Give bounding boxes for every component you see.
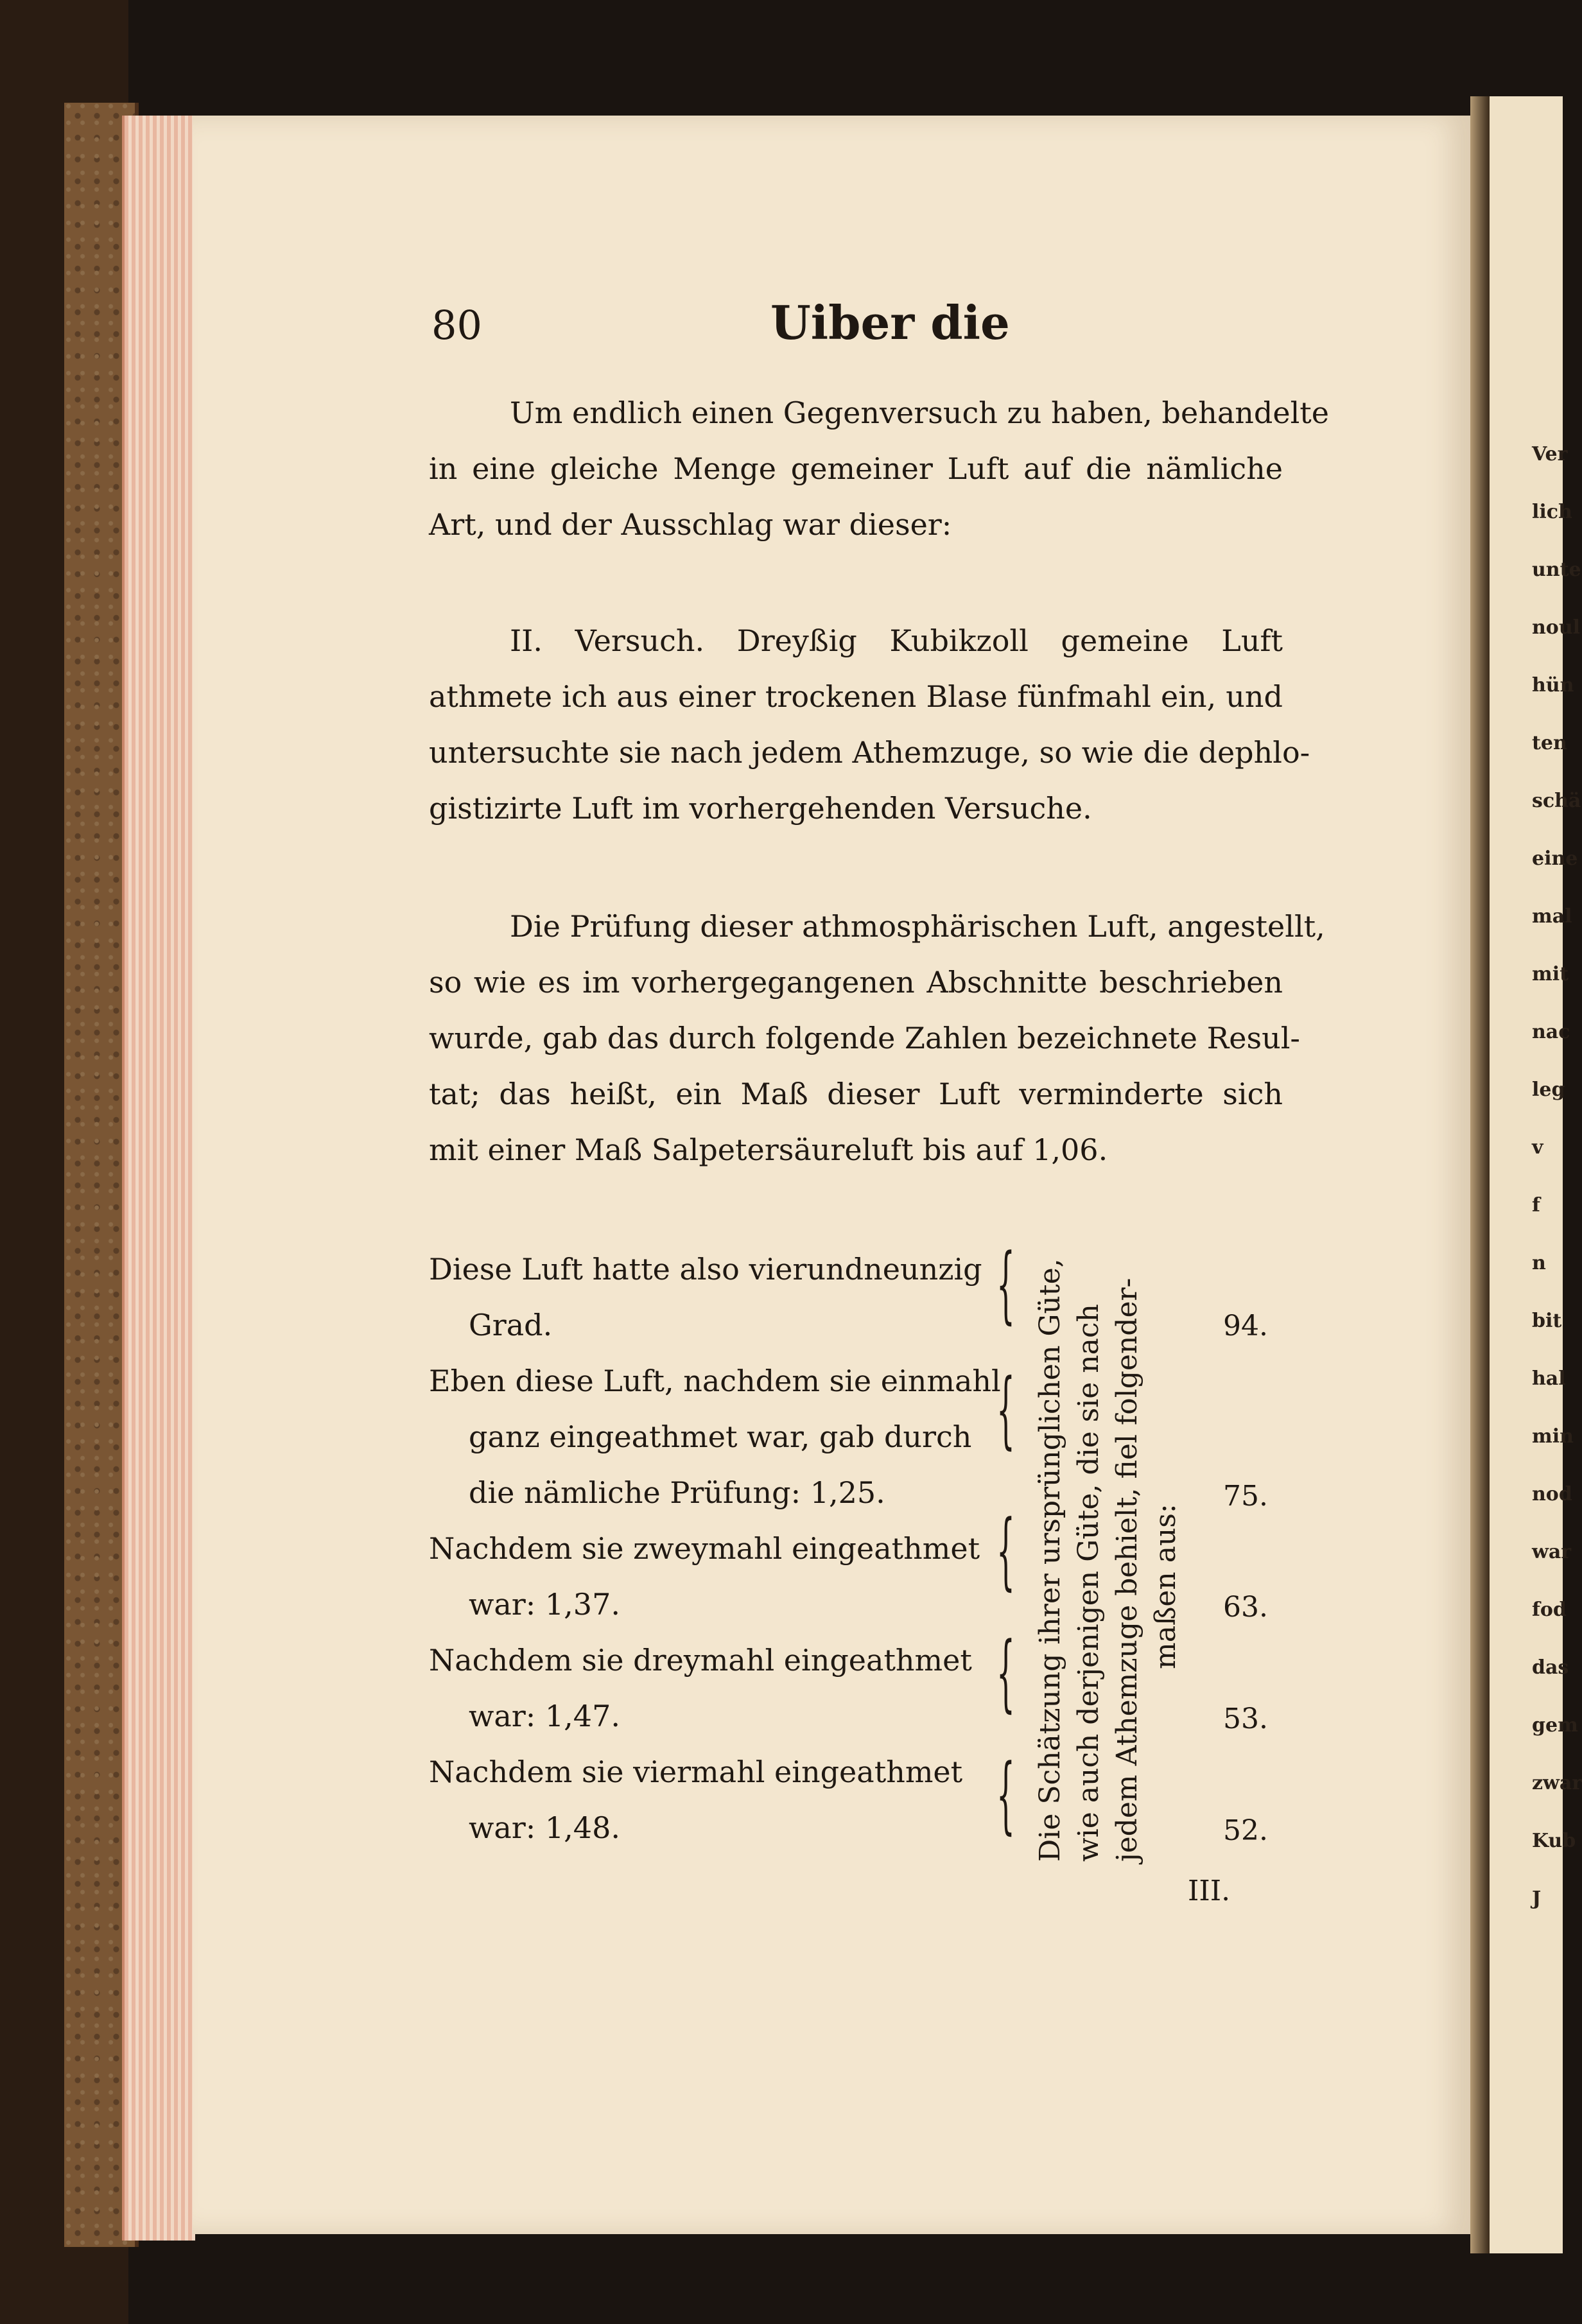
facing-fragment: Kub (1532, 1830, 1576, 1852)
table-row-text: die nämliche Prüfung: 1,25. (469, 1475, 885, 1510)
table-row-text: Eben diese Luft, nachdem sie einmahl (429, 1364, 1001, 1398)
curly-brace: { (996, 1624, 1015, 1721)
facing-fragment: das (1532, 1656, 1569, 1679)
facing-fragment: J (1532, 1887, 1542, 1910)
facing-fragment: hal (1532, 1367, 1566, 1390)
facing-fragment: noul (1532, 616, 1581, 639)
text-line: Art, und der Ausschlag war dieser: (429, 507, 952, 542)
table-row-text: ganz eingeathmet war, gab durch (469, 1419, 972, 1454)
page-number: 80 (431, 302, 482, 349)
table-value: 53. (1223, 1703, 1268, 1735)
facing-fragment: hün (1532, 674, 1574, 697)
curly-brace: { (996, 1235, 1015, 1333)
facing-fragment: nod (1532, 1483, 1572, 1505)
facing-fragment: n (1532, 1252, 1546, 1274)
text-line: II. Versuch. Dreyßig Kubikzoll gemeine Luft (510, 623, 1283, 658)
facing-fragment: gem (1532, 1714, 1578, 1737)
facing-fragment: f (1532, 1194, 1540, 1217)
facing-fragment: fod (1532, 1599, 1567, 1621)
table-row-text: war: 1,48. (469, 1810, 620, 1845)
text-line: gistizirte Luft im vorhergehenden Versuche. (429, 791, 1092, 826)
facing-fragment: war (1532, 1541, 1572, 1563)
table-row-text: Grad. (469, 1308, 553, 1342)
text-line: in eine gleiche Menge gemeiner Luft auf die nämliche (429, 451, 1283, 486)
vertical-caption-line: jedem Athemzuge behielt, fiel folgender- (1111, 1278, 1143, 1862)
facing-fragment: mal (1532, 905, 1572, 928)
facing-fragment: eine (1532, 847, 1578, 870)
running-head: Uiber die (770, 295, 1010, 350)
facing-fragment: lich (1532, 501, 1572, 523)
table-row-text: war: 1,47. (469, 1699, 620, 1733)
catchword: III. (1188, 1875, 1231, 1907)
text-line: tat; das heißt, ein Maß dieser Luft verminderte sich (429, 1077, 1283, 1111)
paragraph-counter-experiment (429, 385, 1329, 553)
book-gutter (1470, 96, 1490, 2253)
text-line: Die Prüfung dieser athmosphärischen Luft, angestellt, (510, 909, 1325, 944)
text-line: mit einer Maß Salpetersäureluft bis auf 1,06. (429, 1132, 1108, 1167)
text-line: wurde, gab das durch folgende Zahlen bezeichnete Resul- (429, 1021, 1300, 1055)
facing-fragment: bit (1532, 1310, 1562, 1332)
page-edges (122, 116, 195, 2241)
facing-fragment: Ver (1532, 443, 1568, 465)
text-line: so wie es im vorhergegangenen Abschnitte beschrieben (429, 965, 1283, 1000)
table-value: 63. (1223, 1591, 1268, 1624)
facing-fragment: min (1532, 1425, 1574, 1448)
facing-fragment: ten (1532, 732, 1567, 754)
curly-brace: { (996, 1746, 1015, 1843)
facing-page-edge (1490, 96, 1582, 2253)
paragraph-air-test (429, 899, 1325, 1178)
facing-fragment: v (1532, 1136, 1543, 1159)
text-line: Um endlich einen Gegenversuch zu haben, behandelte (510, 395, 1329, 430)
table-value: 75. (1223, 1480, 1268, 1513)
text-line: athmete ich aus einer trockenen Blase fünfmahl ein, und (429, 679, 1283, 714)
curly-brace: { (996, 1360, 1015, 1458)
table-row-text: war: 1,37. (469, 1587, 620, 1622)
table-row-text: Nachdem sie zweymahl eingeathmet (429, 1531, 980, 1566)
facing-fragment: zwar (1532, 1772, 1582, 1794)
table-row-text: Nachdem sie dreymahl eingeathmet (429, 1643, 972, 1678)
vertical-caption-line: wie auch derjenigen Güte, die sie nach (1072, 1304, 1105, 1862)
table-value: 52. (1223, 1814, 1268, 1847)
facing-fragment: mit (1532, 963, 1569, 985)
facing-fragment: schä (1532, 790, 1581, 812)
curly-brace: { (996, 1502, 1015, 1599)
facing-fragment: leg (1532, 1079, 1565, 1101)
vertical-caption-line: maßen aus: (1149, 1504, 1182, 1669)
paragraph-experiment-ii (429, 613, 1310, 837)
facing-fragment: nac (1532, 1021, 1570, 1043)
text-line: untersuchte sie nach jedem Athemzuge, so wie die dephlo- (429, 735, 1310, 770)
table-value: 94. (1223, 1310, 1268, 1342)
facing-fragment: unte (1532, 559, 1581, 581)
table-row-text: Nachdem sie viermahl eingeathmet (429, 1755, 963, 1789)
table-row-text: Diese Luft hatte also vierundneunzig (429, 1252, 982, 1287)
vertical-caption-line: Die Schätzung ihrer ursprünglichen Güte, (1034, 1258, 1066, 1862)
